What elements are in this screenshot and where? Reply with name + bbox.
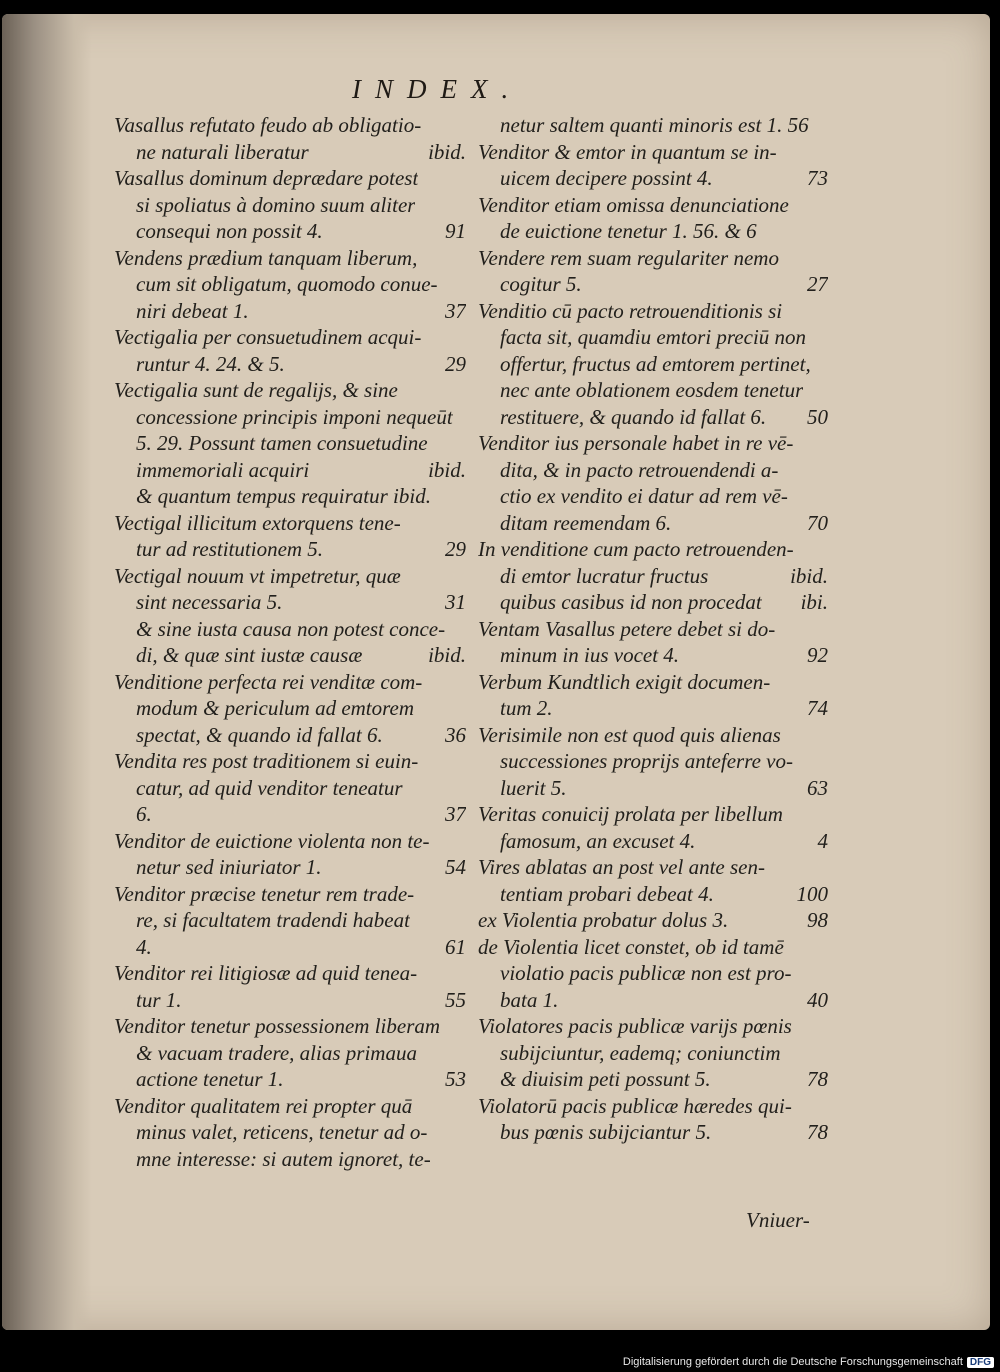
index-entry-line — [478, 934, 828, 961]
index-entry-line — [478, 404, 828, 431]
index-entry-line — [114, 695, 466, 722]
index-entry-line — [114, 430, 466, 457]
index-entry-text: offertur, fructus ad emtorem pertinet, — [500, 351, 811, 376]
index-entry-text: uicem decipere possint 4. — [500, 166, 713, 190]
index-entry-line — [114, 1093, 466, 1120]
index-entry-text: Veritas conuicij prolata per libellum — [478, 802, 783, 826]
index-entry-line — [114, 1040, 466, 1067]
index-entry-text: Venditione perfecta rei venditæ com- — [114, 669, 423, 694]
index-entry-text: cogitur 5. — [500, 272, 582, 296]
index-entry-line — [114, 377, 466, 404]
index-entry-text: 5. 29. Possunt tamen consuetudine — [136, 431, 428, 455]
index-entry-line — [478, 483, 828, 510]
index-entry-text: Venditor præcise tenetur rem trade- — [114, 881, 415, 906]
index-entry-reference: ibid. — [428, 643, 466, 667]
index-entry-text: In venditione cum pacto retrouenden- — [478, 537, 794, 561]
index-entry-text: catur, ad quid venditor teneatur — [136, 775, 403, 800]
index-entry-reference: ibi. — [800, 590, 828, 614]
index-entry-text: & quantum tempus requiratur ibid. — [136, 484, 431, 508]
index-entry-text: modum & periculum ad emtorem — [136, 696, 415, 720]
index-entry-text: Vectigal nouum vt impetretur, quæ — [114, 563, 401, 588]
index-entry-reference: 61 — [445, 934, 466, 959]
index-entry-line — [478, 589, 828, 616]
index-entry-text: netur sed iniuriator 1. — [136, 855, 322, 879]
index-entry-text: Vendens prædium tanquam liberum, — [114, 245, 418, 270]
index-entry-line — [114, 987, 466, 1014]
page-heading: INDEX. — [352, 74, 523, 104]
index-entry-text: & sine iusta causa non potest conce- — [136, 616, 446, 641]
index-entry-line — [114, 934, 466, 961]
index-entry-line — [478, 1093, 828, 1120]
index-entry-line — [114, 722, 466, 749]
footer-credit-text: Digitalisierung gefördert durch die Deutsche Forschungsgemeinschaft — [622, 1356, 963, 1368]
index-entry-line — [478, 218, 828, 245]
page-gutter-shadow — [2, 14, 92, 1330]
index-entry-text: actione tenetur 1. — [136, 1067, 284, 1091]
index-entry-reference: 37 — [445, 802, 466, 826]
index-entry-text: Vasallus dominum deprædare potest — [114, 166, 419, 190]
index-entry-line — [114, 669, 466, 696]
digitization-footer — [623, 1356, 994, 1368]
index-entry-line — [478, 987, 828, 1014]
index-entry-reference: 78 — [807, 1067, 828, 1091]
index-entry-line — [114, 960, 466, 987]
index-entry-text: mne interesse: si autem ignoret, te- — [136, 1146, 431, 1171]
index-entry-text: 6. — [136, 802, 152, 826]
index-entry-text: bata 1. — [500, 987, 559, 1012]
index-entry-text: dita, & in pacto retrouendendi a- — [500, 457, 779, 482]
index-entry-line — [478, 881, 828, 908]
index-entry-text: Vires ablatas an post vel ante sen- — [478, 855, 765, 879]
index-entry-reference: 37 — [445, 298, 466, 323]
index-entry-text: ctio ex vendito ei datur ad rem vē- — [500, 484, 788, 508]
index-entry-line — [114, 748, 466, 775]
index-entry-line — [478, 960, 828, 987]
index-entry-reference: 50 — [807, 404, 828, 429]
index-entry-reference: 53 — [445, 1067, 466, 1091]
index-entry-text: Violatorū pacis publicæ hæredes qui- — [478, 1093, 792, 1118]
index-entry-text: & diuisim peti possunt 5. — [500, 1067, 711, 1091]
index-entry-text: tentiam probari debeat 4. — [500, 881, 714, 906]
index-entry-text: runtur 4. 24. & 5. — [136, 351, 285, 376]
index-entry-line — [114, 483, 466, 510]
index-entry-text: Venditor tenetur possessionem liberam — [114, 1014, 441, 1038]
index-entry-line — [114, 510, 466, 537]
index-entry-line — [478, 351, 828, 378]
index-entry-text: Verbum Kundtlich exigit documen- — [478, 669, 771, 694]
index-entry-line — [114, 1066, 466, 1093]
index-entry-reference: 40 — [807, 987, 828, 1012]
index-entry-text: Vendita res post traditionem si euin- — [114, 749, 419, 773]
index-entry-line — [114, 1119, 466, 1146]
index-entry-text: concessione principis imponi nequeūt — [136, 404, 453, 429]
index-entry-text: Verisimile non est quod quis alienas — [478, 722, 781, 747]
index-column-left — [114, 112, 466, 1172]
index-entry-text: minum in ius vocet 4. — [500, 643, 680, 667]
index-entry-line — [114, 907, 466, 934]
index-entry-text: immemoriali acquiri — [136, 457, 310, 482]
index-entry-line — [478, 1119, 828, 1146]
index-entry-line — [114, 1013, 466, 1040]
index-entry-reference: 78 — [807, 1120, 828, 1144]
index-entry-text: Venditor etiam omissa denunciatione — [478, 192, 789, 217]
index-entry-text: Venditio cū pacto retrouenditionis si — [478, 298, 783, 323]
index-entry-text: re, si facultatem tradendi habeat — [136, 908, 410, 932]
index-entry-reference: 54 — [445, 855, 466, 879]
index-entry-reference: 29 — [445, 537, 466, 561]
index-entry-reference: 73 — [807, 166, 828, 190]
index-entry-text: spectat, & quando id fallat 6. — [136, 722, 383, 747]
index-entry-text: successiones proprijs anteferre vo- — [500, 749, 793, 773]
index-entry-line — [478, 377, 828, 404]
index-entry-text: Venditor & emtor in quantum se in- — [478, 139, 777, 164]
index-entry-line — [478, 324, 828, 351]
index-entry-reference: 63 — [807, 775, 828, 800]
index-entry-line — [478, 1040, 828, 1067]
index-entry-text: Venditor ius personale habet in re vē- — [478, 431, 794, 455]
index-entry-text: violatio pacis publicæ non est pro- — [500, 961, 792, 985]
index-entry-line — [114, 404, 466, 431]
index-entry-line — [478, 457, 828, 484]
index-entry-text: cum sit obligatum, quomodo conue- — [136, 272, 438, 296]
index-entry-text: de euictione tenetur 1. 56. & 6 — [500, 219, 757, 243]
index-entry-reference: 91 — [445, 219, 466, 243]
index-entry-line — [478, 510, 828, 537]
index-entry-text: subijciuntur, eademq; coniunctim — [500, 1040, 781, 1065]
index-entry-text: luerit 5. — [500, 775, 567, 800]
index-entry-line — [114, 165, 466, 192]
index-entry-text: de Violentia licet constet, ob id tamē — [478, 934, 784, 959]
index-entry-line — [114, 642, 466, 669]
index-entry-line — [478, 271, 828, 298]
index-entry-line — [114, 828, 466, 855]
index-entry-line — [478, 722, 828, 749]
index-entry-line — [478, 669, 828, 696]
index-entry-reference: 74 — [807, 696, 828, 720]
index-entry-reference: 31 — [445, 590, 466, 614]
index-entry-line — [478, 907, 828, 934]
index-entry-line — [114, 1146, 466, 1173]
index-entry-line — [114, 775, 466, 802]
index-entry-line — [478, 854, 828, 881]
index-entry-line — [478, 298, 828, 325]
index-entry-text: Venditor rei litigiosæ ad quid tenea- — [114, 961, 418, 985]
index-entry-text: minus valet, reticens, tenetur ad o- — [136, 1120, 428, 1144]
index-entry-line — [114, 245, 466, 272]
index-entry-line — [478, 616, 828, 643]
index-entry-line — [478, 192, 828, 219]
index-entry-text: Vectigalia per consuetudinem acqui- — [114, 325, 422, 349]
index-entry-text: ex Violentia probatur dolus 3. — [478, 908, 729, 932]
index-entry-text: Venditor de euictione violenta non te- — [114, 828, 430, 853]
index-entry-line — [478, 430, 828, 457]
index-entry-text: Venditor qualitatem rei propter quā — [114, 1093, 413, 1118]
index-entry-line — [114, 324, 466, 351]
index-entry-text: di emtor lucratur fructus — [500, 563, 709, 588]
index-entry-reference: 98 — [807, 908, 828, 932]
index-entry-reference: 100 — [796, 881, 828, 906]
index-entry-line — [114, 457, 466, 484]
index-entry-text: nec ante oblationem eosdem tenetur — [500, 378, 804, 402]
index-entry-line — [114, 881, 466, 908]
index-entry-text: ditam reemendam 6. — [500, 510, 672, 535]
index-entry-line — [478, 1066, 828, 1093]
index-entry-reference: 55 — [445, 987, 466, 1012]
index-entry-line — [478, 563, 828, 590]
index-entry-text: facta sit, quamdiu emtori preciū non — [500, 325, 807, 349]
index-entry-text: Vectigal illicitum extorquens tene- — [114, 510, 401, 535]
index-entry-line — [114, 563, 466, 590]
index-entry-reference: 27 — [807, 272, 828, 296]
index-entry-line — [478, 642, 828, 669]
index-entry-text: quibus casibus id non procedat — [500, 590, 762, 614]
index-entry-line — [114, 589, 466, 616]
index-entry-text: Ventam Vasallus petere debet si do- — [478, 616, 776, 641]
index-entry-line — [114, 854, 466, 881]
index-entry-line — [478, 775, 828, 802]
index-entry-text: Violatores pacis publicæ varijs pœnis — [478, 1014, 792, 1038]
dfg-logo: DFG — [967, 1357, 994, 1368]
index-entry-text: restituere, & quando id fallat 6. — [500, 404, 767, 429]
index-entry-text: Vendere rem suam regulariter nemo — [478, 245, 779, 270]
index-entry-text: tur 1. — [136, 987, 182, 1012]
index-entry-text: ne naturali liberatur — [136, 139, 309, 164]
index-entry-reference: ibid. — [428, 457, 466, 482]
index-entry-line — [478, 245, 828, 272]
book-page — [2, 14, 990, 1330]
index-entry-line — [114, 351, 466, 378]
index-entry-text: Vasallus refutato feudo ab obligatio- — [114, 113, 422, 137]
index-entry-reference: 4 — [817, 828, 828, 853]
index-entry-reference: 29 — [445, 351, 466, 376]
index-entry-line — [478, 828, 828, 855]
index-entry-line — [114, 801, 466, 828]
index-entry-line — [114, 218, 466, 245]
index-column-right — [478, 112, 828, 1146]
index-entry-line — [478, 139, 828, 166]
index-entry-line — [478, 536, 828, 563]
index-entry-text: sint necessaria 5. — [136, 590, 283, 614]
index-entry-reference: ibid. — [790, 563, 828, 588]
index-entry-line — [478, 801, 828, 828]
index-entry-text: 4. — [136, 934, 152, 959]
index-entry-text: niri debeat 1. — [136, 298, 249, 323]
index-entry-line — [114, 139, 466, 166]
index-entry-text: tum 2. — [500, 696, 553, 720]
index-entry-line — [478, 695, 828, 722]
index-entry-line — [114, 536, 466, 563]
index-entry-line — [478, 165, 828, 192]
index-entry-reference: ibid. — [428, 139, 466, 164]
index-entry-line — [478, 112, 828, 139]
index-entry-line — [114, 616, 466, 643]
index-entry-reference: 70 — [807, 510, 828, 535]
index-entry-text: di, & quæ sint iustæ causæ — [136, 643, 363, 667]
index-entry-text: netur saltem quanti minoris est 1. 56 — [500, 113, 809, 137]
index-entry-text: Vectigalia sunt de regalijs, & sine — [114, 378, 398, 402]
index-entry-reference: 92 — [807, 643, 828, 667]
index-entry-text: & vacuam tradere, alias primaua — [136, 1040, 417, 1065]
index-entry-reference: 36 — [445, 722, 466, 747]
index-entry-line — [114, 192, 466, 219]
index-entry-text: bus pœnis subijciantur 5. — [500, 1120, 712, 1144]
index-entry-line — [114, 271, 466, 298]
index-entry-line — [478, 1013, 828, 1040]
index-entry-line — [114, 112, 466, 139]
index-entry-text: famosum, an excuset 4. — [500, 828, 696, 853]
index-entry-text: consequi non possit 4. — [136, 219, 323, 243]
index-entry-text: tur ad restitutionem 5. — [136, 537, 324, 561]
index-entry-text: si spoliatus à domino suum aliter — [136, 192, 416, 217]
index-entry-line — [478, 748, 828, 775]
index-entry-line — [114, 298, 466, 325]
catchword: Vniuer- — [746, 1208, 810, 1232]
